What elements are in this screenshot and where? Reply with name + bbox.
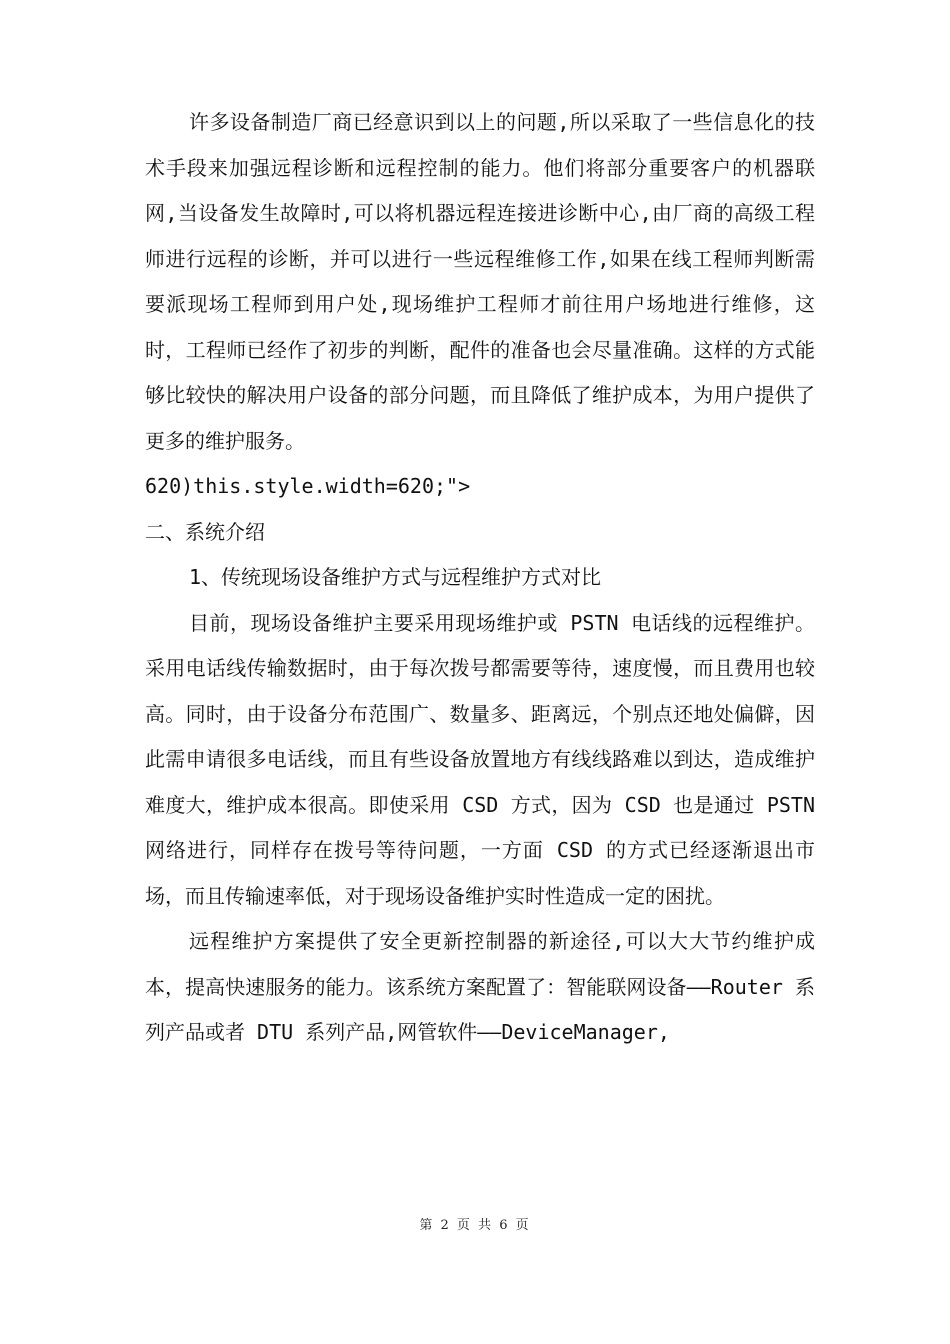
paragraph-stray-code: 620)this.style.width=620;"> <box>145 474 471 498</box>
page-number-footer: 第 2 页 共 6 页 <box>419 1218 531 1233</box>
paragraph-remote-diagnosis-intro: 许多设备制造厂商已经意识到以上的问题,所以采取了一些信息化的技术手段来加强远程诊断和远程控制的能力。他们将部分重要客户的机器联网,当设备发生故障时,可以将机器远程连接进诊断中心,由厂商的高级工程师进行远程的诊断，并可以进行一些远程维修工作,如果在线工程师判断需要派现场工程师到用户处,现场维护工程师才前往用户场地进行维修，这时，工程师已经作了初步的判断，配件的准备也会尽量准确。这样的方式能够比较快的解决用户设备的部分问题，而且降低了维护成本，为用户提供了更多的维护服务。 <box>145 110 815 453</box>
paragraph-remote-solution: 远程维护方案提供了安全更新控制器的新途径,可以大大节约维护成本，提高快速服务的能力。该系统方案配置了：智能联网设备——Router 系列产品或者 DTU 系列产品,网管软件——DeviceManager, <box>145 929 815 1044</box>
subsection-heading-comparison: 1、传统现场设备维护方式与远程维护方式对比 <box>189 565 602 589</box>
document-body <box>145 100 815 1056</box>
paragraph-current-maintenance: 目前，现场设备维护主要采用现场维护或 PSTN 电话线的远程维护。采用电话线传输数据时，由于每次拨号都需要等待，速度慢，而且费用也较高。同时，由于设备分布范围广、数量多、距离远，个别点还地处偏僻，因此需申请很多电话线，而且有些设备放置地方有线线路难以到达，造成维护难度大，维护成本很高。即使采用 CSD 方式，因为 CSD 也是通过 PSTN 网络进行，同样存在拨号等待问题，一方面 CSD 的方式已经逐渐退出市场，而且传输速率低，对于现场设备维护实时性造成一定的困扰。 <box>145 610 815 908</box>
section-heading-system-intro: 二、系统介绍 <box>145 519 265 544</box>
